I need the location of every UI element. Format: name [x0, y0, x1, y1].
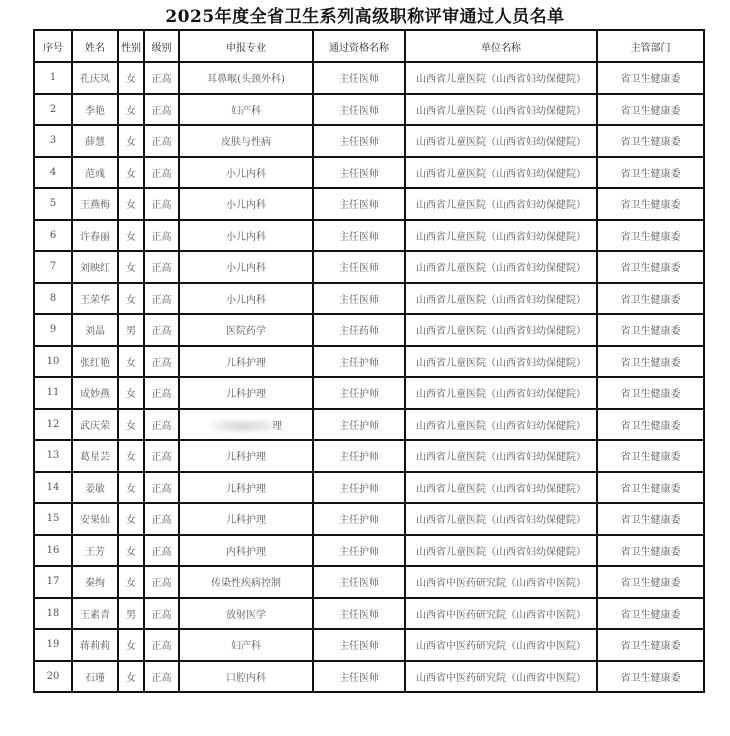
cell-department: 省卫生健康委 — [597, 472, 704, 504]
cell-department: 省卫生健康委 — [597, 125, 704, 157]
cell-unit: 山西省儿童医院（山西省妇幼保健院） — [405, 377, 597, 409]
cell-unit: 山西省儿童医院（山西省妇幼保健院） — [405, 94, 597, 126]
cell-unit: 山西省儿童医院（山西省妇幼保健院） — [405, 503, 597, 535]
cell-unit: 山西省中医药研究院（山西省中医院） — [405, 598, 597, 630]
cell-department: 省卫生健康委 — [597, 377, 704, 409]
cell-level: 正高 — [144, 409, 179, 441]
cell-specialty: 小儿内科 — [179, 220, 313, 252]
table-row — [34, 62, 704, 94]
cell-qualification: 主任护师 — [313, 409, 405, 441]
document-title: 2025年度全省卫生系列高级职称评审通过人员名单 — [165, 7, 565, 27]
table-row — [34, 661, 704, 693]
cell-specialty: 儿科护理 — [179, 472, 313, 504]
cell-name: 刘映红 — [72, 251, 118, 283]
cell-index: 17 — [34, 566, 72, 598]
cell-level: 正高 — [144, 598, 179, 630]
cell-level: 正高 — [144, 440, 179, 472]
cell-department: 省卫生健康委 — [597, 157, 704, 189]
column-header-level: 级别 — [144, 30, 179, 62]
cell-level: 正高 — [144, 251, 179, 283]
cell-name: 孔庆凤 — [72, 62, 118, 94]
cell-gender: 女 — [118, 94, 144, 126]
cell-index: 10 — [34, 346, 72, 378]
cell-department: 省卫生健康委 — [597, 661, 704, 693]
cell-unit: 山西省中医药研究院（山西省中医院） — [405, 629, 597, 661]
cell-qualification: 主任护师 — [313, 346, 405, 378]
cell-department: 省卫生健康委 — [597, 220, 704, 252]
cell-department: 省卫生健康委 — [597, 346, 704, 378]
cell-qualification: 主任医师 — [313, 157, 405, 189]
cell-specialty: 小儿内科 — [179, 251, 313, 283]
cell-qualification: 主任护师 — [313, 377, 405, 409]
cell-department: 省卫生健康委 — [597, 283, 704, 315]
table-row — [34, 125, 704, 157]
cell-unit: 山西省儿童医院（山西省妇幼保健院） — [405, 535, 597, 567]
cell-qualification: 主任护师 — [313, 535, 405, 567]
cell-qualification: 主任医师 — [313, 661, 405, 693]
column-header-qualification: 通过资格名称 — [313, 30, 405, 62]
table-row — [34, 157, 704, 189]
cell-index: 5 — [34, 188, 72, 220]
cell-qualification: 主任医师 — [313, 188, 405, 220]
cell-level: 正高 — [144, 62, 179, 94]
cell-name: 葛星芸 — [72, 440, 118, 472]
cell-level: 正高 — [144, 566, 179, 598]
cell-level: 正高 — [144, 283, 179, 315]
cell-gender: 女 — [118, 220, 144, 252]
cell-department: 省卫生健康委 — [597, 314, 704, 346]
cell-index: 3 — [34, 125, 72, 157]
cell-gender: 女 — [118, 251, 144, 283]
cell-level: 正高 — [144, 503, 179, 535]
table-row — [34, 346, 704, 378]
cell-specialty: 儿科护理 — [179, 440, 313, 472]
cell-level: 正高 — [144, 125, 179, 157]
cell-qualification: 主任医师 — [313, 220, 405, 252]
cell-level: 正高 — [144, 661, 179, 693]
cell-department: 省卫生健康委 — [597, 503, 704, 535]
table-row — [34, 251, 704, 283]
cell-qualification: 主任护师 — [313, 440, 405, 472]
cell-specialty: 医院药学 — [179, 314, 313, 346]
cell-specialty: 小儿内科 — [179, 188, 313, 220]
cell-gender: 女 — [118, 125, 144, 157]
cell-unit: 山西省儿童医院（山西省妇幼保健院） — [405, 251, 597, 283]
cell-index: 18 — [34, 598, 72, 630]
cell-unit: 山西省儿童医院（山西省妇幼保健院） — [405, 314, 597, 346]
cell-gender: 男 — [118, 314, 144, 346]
table-row — [34, 220, 704, 252]
cell-department: 省卫生健康委 — [597, 251, 704, 283]
cell-specialty: 妇产科 — [179, 629, 313, 661]
cell-specialty: 放射医学 — [179, 598, 313, 630]
cell-index: 4 — [34, 157, 72, 189]
table-header-row — [34, 30, 704, 62]
table-row — [34, 377, 704, 409]
cell-gender: 女 — [118, 503, 144, 535]
column-header-specialty: 申报专业 — [179, 30, 313, 62]
column-header-name: 姓名 — [72, 30, 118, 62]
table-row — [34, 503, 704, 535]
cell-gender: 女 — [118, 472, 144, 504]
cell-name: 王芳 — [72, 535, 118, 567]
cell-department: 省卫生健康委 — [597, 629, 704, 661]
cell-gender: 女 — [118, 440, 144, 472]
cell-name: 石瑾 — [72, 661, 118, 693]
cell-unit: 山西省中医药研究院（山西省中医院） — [405, 566, 597, 598]
cell-name: 王荣华 — [72, 283, 118, 315]
cell-specialty: 耳鼻喉(头颈外科) — [179, 62, 313, 94]
cell-qualification: 主任护师 — [313, 472, 405, 504]
cell-unit: 山西省儿童医院（山西省妇幼保健院） — [405, 346, 597, 378]
cell-gender: 女 — [118, 661, 144, 693]
cell-department: 省卫生健康委 — [597, 535, 704, 567]
cell-index: 15 — [34, 503, 72, 535]
table-row — [34, 598, 704, 630]
cell-level: 正高 — [144, 188, 179, 220]
table-row — [34, 188, 704, 220]
cell-unit: 山西省儿童医院（山西省妇幼保健院） — [405, 220, 597, 252]
cell-index: 19 — [34, 629, 72, 661]
cell-index: 13 — [34, 440, 72, 472]
cell-level: 正高 — [144, 314, 179, 346]
table-row — [34, 409, 704, 441]
cell-gender: 女 — [118, 283, 144, 315]
cell-qualification: 主任医师 — [313, 251, 405, 283]
cell-name: 姜敏 — [72, 472, 118, 504]
cell-department: 省卫生健康委 — [597, 598, 704, 630]
cell-unit: 山西省儿童医院（山西省妇幼保健院） — [405, 62, 597, 94]
cell-name: 王素青 — [72, 598, 118, 630]
cell-name: 安果仙 — [72, 503, 118, 535]
cell-department: 省卫生健康委 — [597, 566, 704, 598]
cell-index: 20 — [34, 661, 72, 693]
column-header-index: 序号 — [34, 30, 72, 62]
blurred-region — [210, 421, 272, 431]
cell-qualification: 主任医师 — [313, 125, 405, 157]
cell-level: 正高 — [144, 157, 179, 189]
cell-specialty: 儿科护理 — [179, 503, 313, 535]
cell-specialty: 内科护理 — [179, 535, 313, 567]
cell-unit: 山西省儿童医院（山西省妇幼保健院） — [405, 283, 597, 315]
table-row — [34, 629, 704, 661]
cell-level: 正高 — [144, 346, 179, 378]
cell-unit: 山西省儿童医院（山西省妇幼保健院） — [405, 409, 597, 441]
cell-level: 正高 — [144, 94, 179, 126]
cell-qualification: 主任医师 — [313, 629, 405, 661]
cell-index: 9 — [34, 314, 72, 346]
cell-index: 1 — [34, 62, 72, 94]
cell-department: 省卫生健康委 — [597, 409, 704, 441]
table-row — [34, 94, 704, 126]
column-header-gender: 性别 — [118, 30, 144, 62]
cell-gender: 女 — [118, 157, 144, 189]
cell-level: 正高 — [144, 220, 179, 252]
cell-specialty: 传染性疾病控制 — [179, 566, 313, 598]
cell-name: 武庆荣 — [72, 409, 118, 441]
cell-gender: 女 — [118, 188, 144, 220]
cell-specialty: 皮肤与性病 — [179, 125, 313, 157]
cell-qualification: 主任护师 — [313, 503, 405, 535]
cell-department: 省卫生健康委 — [597, 188, 704, 220]
column-header-department: 主管部门 — [597, 30, 704, 62]
cell-qualification: 主任医师 — [313, 94, 405, 126]
cell-gender: 女 — [118, 566, 144, 598]
cell-qualification: 主任药师 — [313, 314, 405, 346]
cell-level: 正高 — [144, 377, 179, 409]
table-row — [34, 535, 704, 567]
cell-department: 省卫生健康委 — [597, 440, 704, 472]
cell-qualification: 主任医师 — [313, 62, 405, 94]
cell-qualification: 主任医师 — [313, 283, 405, 315]
cell-qualification: 主任医师 — [313, 598, 405, 630]
cell-specialty: 小儿内科 — [179, 283, 313, 315]
cell-department: 省卫生健康委 — [597, 94, 704, 126]
cell-unit: 山西省儿童医院（山西省妇幼保健院） — [405, 125, 597, 157]
table-row — [34, 472, 704, 504]
table-row — [34, 440, 704, 472]
cell-index: 7 — [34, 251, 72, 283]
cell-specialty: 小儿内科 — [179, 157, 313, 189]
cell-name: 王燕梅 — [72, 188, 118, 220]
cell-text: 理 — [272, 420, 282, 432]
cell-unit: 山西省儿童医院（山西省妇幼保健院） — [405, 472, 597, 504]
column-header-unit: 单位名称 — [405, 30, 597, 62]
cell-specialty: 口腔内科 — [179, 661, 313, 693]
cell-qualification: 主任医师 — [313, 566, 405, 598]
cell-gender: 男 — [118, 598, 144, 630]
cell-unit: 山西省儿童医院（山西省妇幼保健院） — [405, 157, 597, 189]
table-row — [34, 283, 704, 315]
cell-specialty: 儿科护理 — [179, 346, 313, 378]
cell-name: 刘晶 — [72, 314, 118, 346]
cell-gender: 女 — [118, 377, 144, 409]
table-row — [34, 314, 704, 346]
cell-specialty: 儿科护理 — [179, 377, 313, 409]
cell-name: 许春丽 — [72, 220, 118, 252]
cell-specialty — [179, 409, 313, 441]
cell-index: 8 — [34, 283, 72, 315]
cell-gender: 女 — [118, 409, 144, 441]
cell-name: 成妙燕 — [72, 377, 118, 409]
cell-level: 正高 — [144, 629, 179, 661]
cell-gender: 女 — [118, 346, 144, 378]
cell-index: 14 — [34, 472, 72, 504]
cell-name: 蒋莉莉 — [72, 629, 118, 661]
cell-unit: 山西省儿童医院（山西省妇幼保健院） — [405, 188, 597, 220]
cell-gender: 女 — [118, 535, 144, 567]
cell-name: 秦绚 — [72, 566, 118, 598]
cell-index: 6 — [34, 220, 72, 252]
cell-specialty: 妇产科 — [179, 94, 313, 126]
cell-index: 11 — [34, 377, 72, 409]
cell-name: 张红艳 — [72, 346, 118, 378]
cell-level: 正高 — [144, 472, 179, 504]
cell-gender: 女 — [118, 629, 144, 661]
cell-gender: 女 — [118, 62, 144, 94]
table-row — [34, 566, 704, 598]
cell-unit: 山西省儿童医院（山西省妇幼保健院） — [405, 440, 597, 472]
cell-name: 范彧 — [72, 157, 118, 189]
cell-unit: 山西省中医药研究院（山西省中医院） — [405, 661, 597, 693]
cell-level: 正高 — [144, 535, 179, 567]
personnel-table — [33, 29, 705, 693]
cell-department: 省卫生健康委 — [597, 62, 704, 94]
cell-index: 12 — [34, 409, 72, 441]
cell-name: 薛慧 — [72, 125, 118, 157]
cell-index: 2 — [34, 94, 72, 126]
table-body — [34, 62, 704, 692]
cell-index: 16 — [34, 535, 72, 567]
cell-name: 李艳 — [72, 94, 118, 126]
